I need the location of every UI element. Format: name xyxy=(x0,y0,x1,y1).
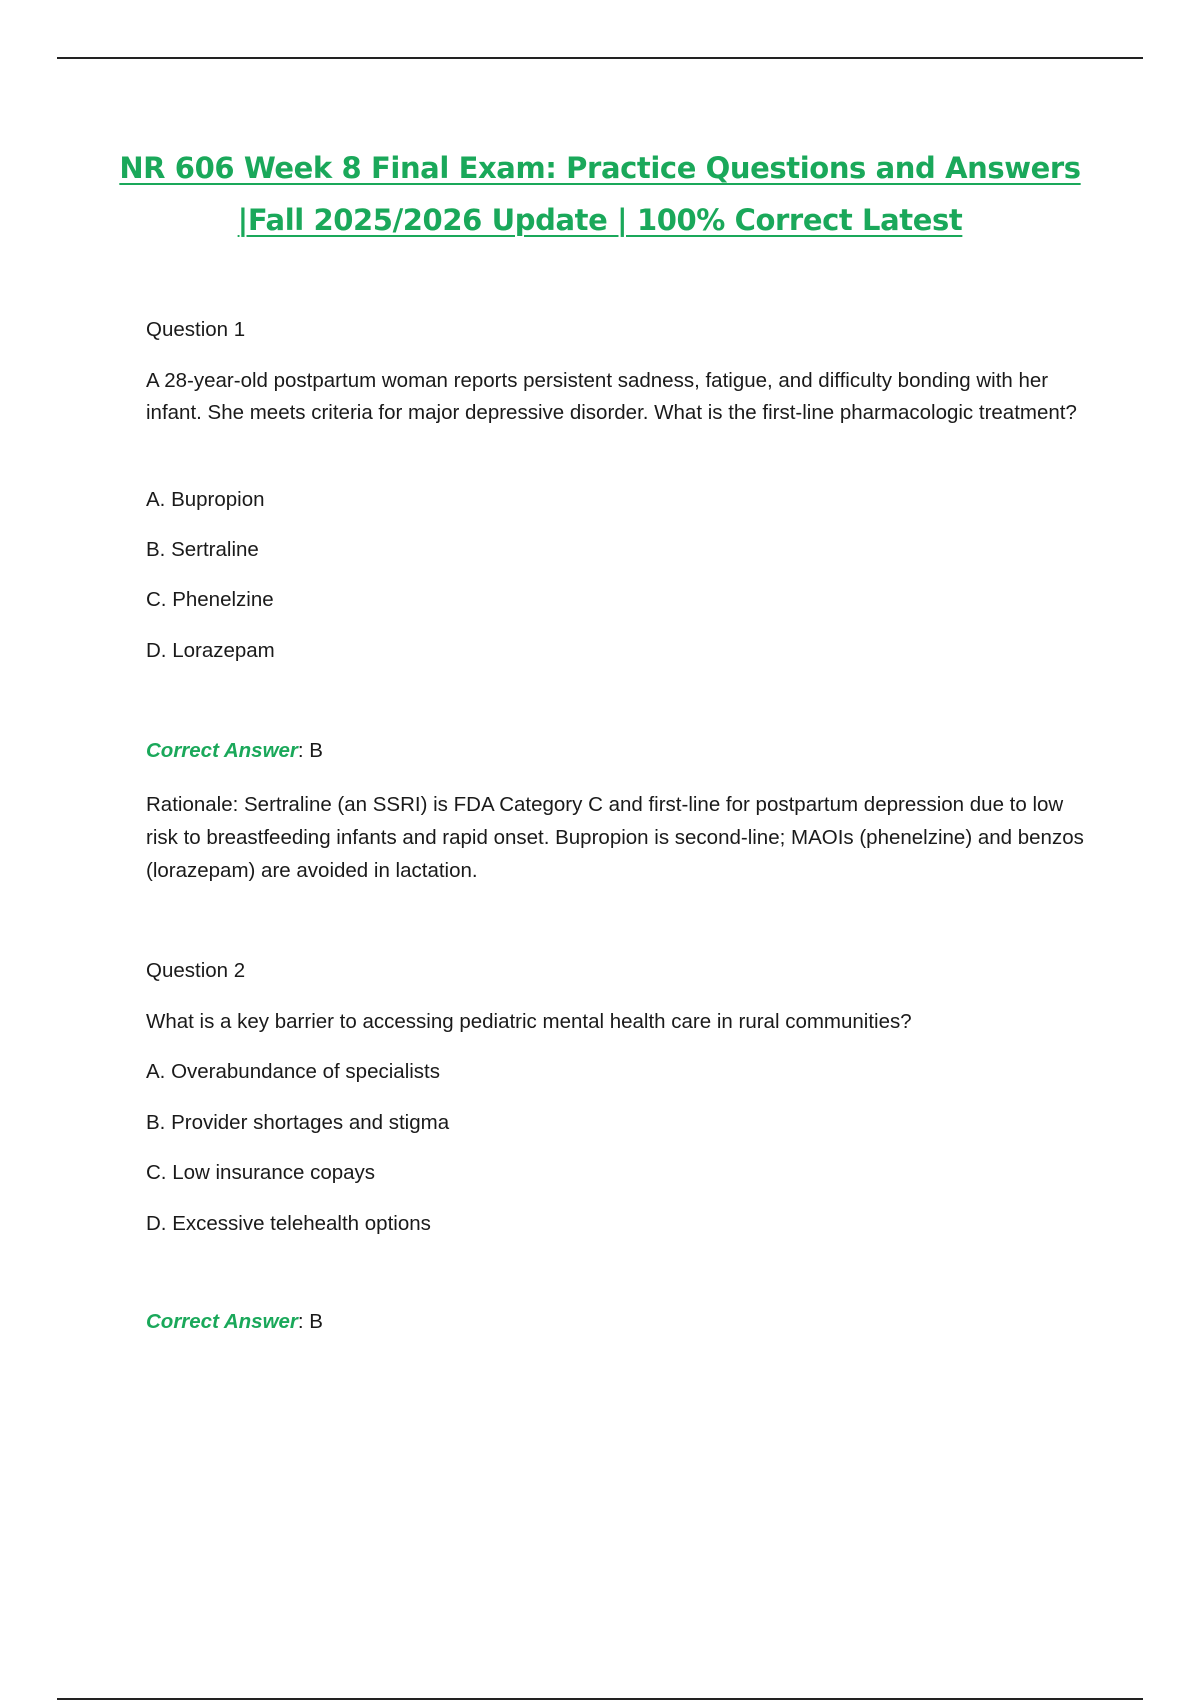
question-2-text: What is a key barrier to accessing pediatric mental health care in rural communities? xyxy=(146,1010,912,1033)
question-1-option-a: A. Bupropion xyxy=(146,488,265,511)
question-1-text: A 28-year-old postpartum woman reports persistent sadness, fatigue, and difficulty bonding with her infant. She meets criteria for major depressive disorder. What is the first-line pharmacologic treatment? xyxy=(146,369,1077,424)
question-2-option-c: C. Low insurance copays xyxy=(146,1161,376,1184)
question-2-option-a: A. Overabundance of specialists xyxy=(146,1060,440,1083)
title-line-1: NR 606 Week 8 Final Exam: Practice Questions and Answers xyxy=(119,151,1081,185)
top-divider xyxy=(57,57,1143,59)
question-2-option-d: D. Excessive telehealth options xyxy=(146,1212,431,1235)
correct-answer-value: : B xyxy=(297,1310,323,1333)
question-2-option-b: B. Provider shortages and stigma xyxy=(146,1111,450,1134)
title-line-2: |Fall 2025/2026 Update | 100% Correct Latest xyxy=(237,203,963,237)
correct-answer-label: Correct Answer xyxy=(146,739,298,762)
question-1-heading: Question 1 xyxy=(146,318,246,341)
question-1-option-c: C. Phenelzine xyxy=(146,588,274,611)
question-1-option-d: D. Lorazepam xyxy=(146,639,275,662)
question-2-answer xyxy=(146,1306,323,1337)
question-1-option-b: B. Sertraline xyxy=(146,538,259,561)
document-title xyxy=(100,142,1100,246)
question-2-heading: Question 2 xyxy=(146,959,246,982)
correct-answer-label: Correct Answer xyxy=(146,1310,298,1333)
question-1-answer xyxy=(146,735,323,766)
correct-answer-value: : B xyxy=(297,739,323,762)
question-1-rationale: Rationale: Sertraline (an SSRI) is FDA Category C and first-line for postpartum depression due to low risk to breastfeeding infants and rapid onset. Bupropion is second-line; MAOIs (phenelzine) and benzos (lorazepam) are avoided in lactation. xyxy=(146,793,1084,882)
